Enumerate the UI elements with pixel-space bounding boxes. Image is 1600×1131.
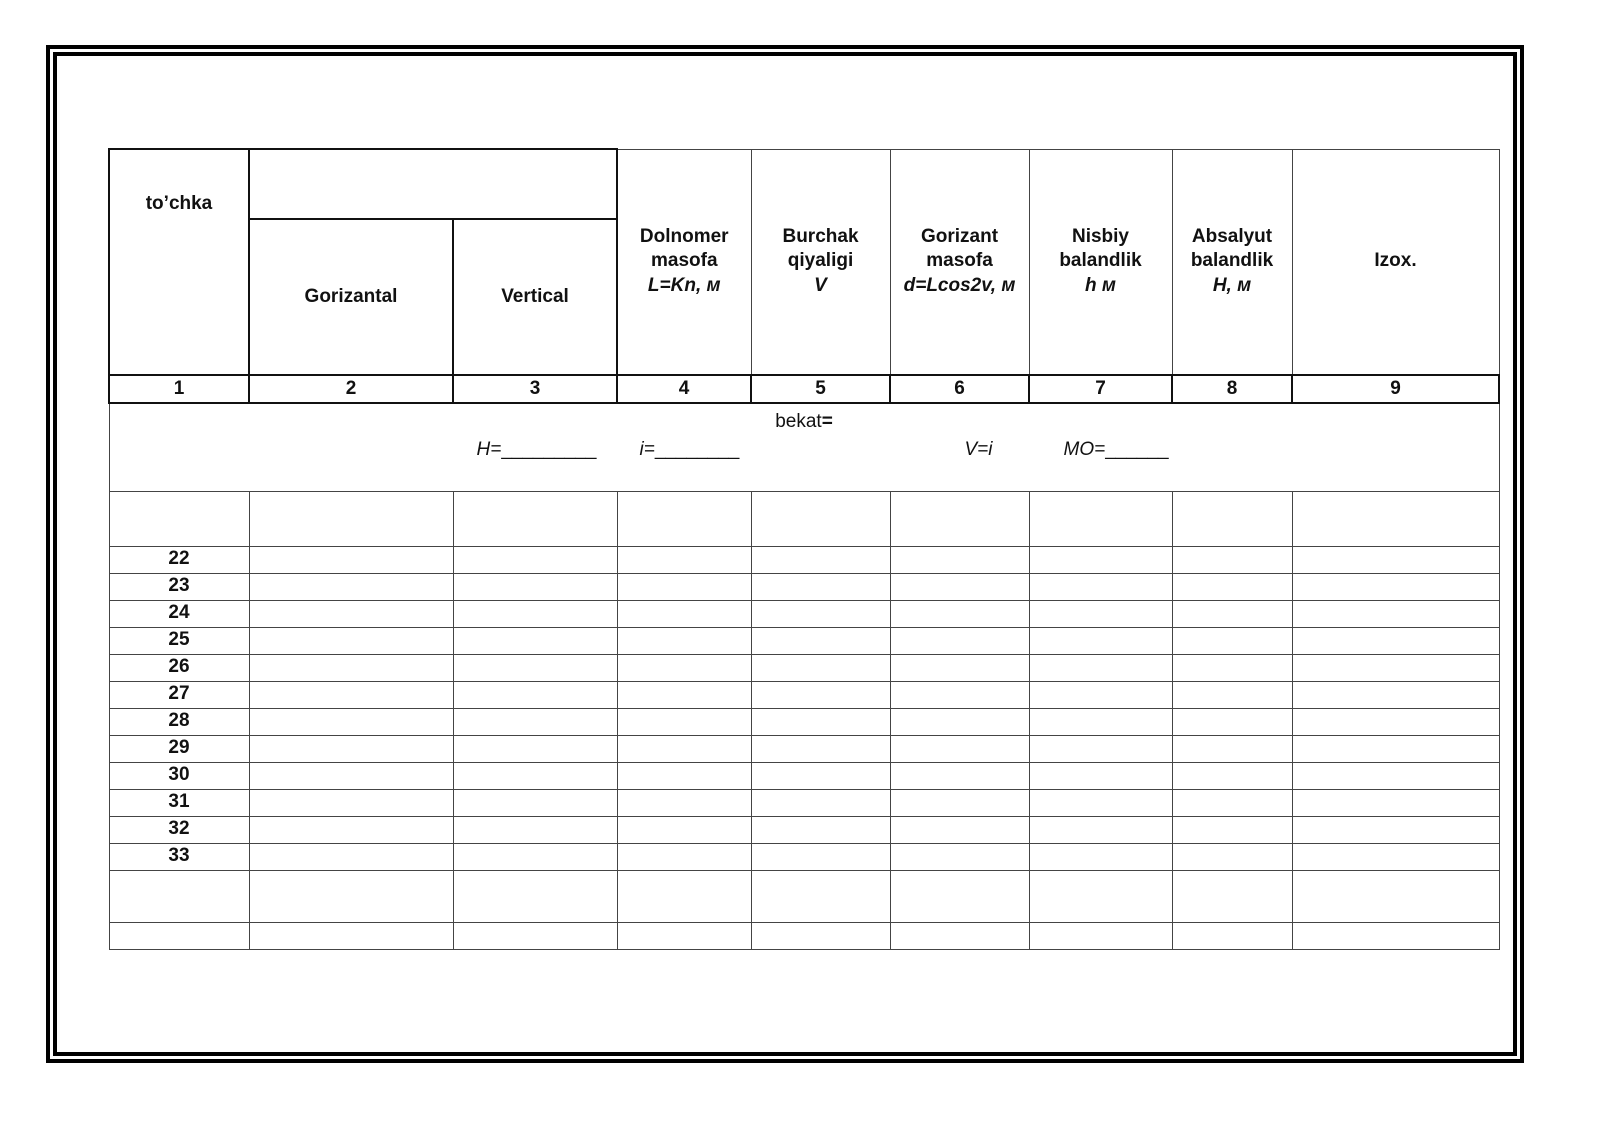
- station-v-label: V=i: [964, 439, 993, 460]
- table-cell: [453, 681, 617, 708]
- table-row: [109, 573, 1499, 600]
- header-rangefinder: [617, 149, 751, 375]
- table-cell: [1029, 922, 1172, 949]
- column-number: 4: [617, 375, 751, 403]
- station-bekat-label: bekat: [775, 411, 822, 432]
- header-angle-line2: qiyaligi: [787, 250, 854, 272]
- station-bekat-equals: =: [821, 411, 833, 432]
- column-number: 5: [751, 375, 890, 403]
- table-cell: [751, 843, 890, 870]
- header-absolute-height-line2: balandlik: [1190, 250, 1274, 272]
- table-row: [109, 600, 1499, 627]
- table-cell: [1292, 600, 1499, 627]
- table-cell: [453, 789, 617, 816]
- table-cell: [617, 491, 751, 546]
- table-cell: [1292, 762, 1499, 789]
- table-cell: [890, 843, 1029, 870]
- point-number: 25: [109, 627, 249, 654]
- table-cell: [1029, 573, 1172, 600]
- table-cell: [249, 870, 453, 922]
- point-number: 26: [109, 654, 249, 681]
- table-cell: [249, 491, 453, 546]
- table-cell: [1292, 789, 1499, 816]
- table-row: [109, 546, 1499, 573]
- table-cell: [453, 546, 617, 573]
- table-cell: [617, 600, 751, 627]
- table-cell: [249, 654, 453, 681]
- point-number: 30: [109, 762, 249, 789]
- table-cell: [453, 708, 617, 735]
- station-bekat: [110, 410, 1499, 435]
- table-row: [109, 735, 1499, 762]
- table-cell: [890, 735, 1029, 762]
- table-cell: [751, 681, 890, 708]
- header-angle: [751, 149, 890, 375]
- table-cell: [890, 654, 1029, 681]
- table-cell: [249, 627, 453, 654]
- table-cell: [1029, 600, 1172, 627]
- table-cell: [617, 789, 751, 816]
- column-number: 9: [1292, 375, 1499, 403]
- table-cell: [453, 600, 617, 627]
- table-cell: [1029, 816, 1172, 843]
- table-cell: [249, 735, 453, 762]
- column-number: 6: [890, 375, 1029, 403]
- table-cell: [249, 600, 453, 627]
- table-cell: [249, 546, 453, 573]
- station-mo: [1064, 438, 1169, 463]
- table-cell: [249, 843, 453, 870]
- point-number: 32: [109, 816, 249, 843]
- table-cell: [1172, 627, 1292, 654]
- header-notes-label: Izox.: [1374, 250, 1417, 272]
- table-cell: [617, 870, 751, 922]
- header-readings-group: [249, 149, 617, 219]
- data-rows: [109, 546, 1499, 870]
- table-cell: [1292, 654, 1499, 681]
- table-cell: [617, 573, 751, 600]
- station-mo-label: MO=: [1063, 439, 1106, 460]
- table-row: [109, 789, 1499, 816]
- table-cell: [890, 922, 1029, 949]
- table-cell: [1292, 816, 1499, 843]
- table-cell: [109, 870, 249, 922]
- table-cell: [1172, 922, 1292, 949]
- table-cell: [751, 870, 890, 922]
- station-row: [109, 403, 1499, 491]
- table-cell: [453, 627, 617, 654]
- header-horizontal-label: Gorizantal: [304, 285, 398, 307]
- table-cell: [249, 816, 453, 843]
- table-cell: [249, 708, 453, 735]
- header-row: [109, 149, 1499, 219]
- header-rangefinder-formula: L=Kn, м: [647, 275, 721, 297]
- table-cell: [249, 681, 453, 708]
- station-i-label: i=: [639, 439, 655, 460]
- table-cell: [453, 843, 617, 870]
- header-horiz-distance-line1: Gorizant: [920, 225, 999, 247]
- header-vertical: [453, 219, 617, 375]
- header-relative-height: [1029, 149, 1172, 375]
- table-cell: [1292, 708, 1499, 735]
- header-relative-height-formula: h м: [1085, 275, 1116, 297]
- header-relative-height-line1: Nisbiy: [1071, 225, 1130, 247]
- table-cell: [1172, 843, 1292, 870]
- header-vertical-label: Vertical: [501, 285, 569, 307]
- point-number: 28: [109, 708, 249, 735]
- table-row: [109, 627, 1499, 654]
- table-cell: [1292, 491, 1499, 546]
- column-number: 1: [109, 375, 249, 403]
- header-relative-height-line2: balandlik: [1059, 250, 1142, 272]
- point-number: 27: [109, 681, 249, 708]
- table-cell: [617, 546, 751, 573]
- header-horizontal: [249, 219, 453, 375]
- table-cell: [890, 789, 1029, 816]
- station-mo-blank: ______: [1105, 439, 1169, 460]
- station-instrument-height: [477, 438, 597, 463]
- table-cell: [890, 546, 1029, 573]
- table-row: [109, 816, 1499, 843]
- column-number-row: [109, 375, 1499, 403]
- station-h-label: H=: [476, 439, 502, 460]
- table-cell: [751, 816, 890, 843]
- table-row: [109, 681, 1499, 708]
- table-cell: [453, 491, 617, 546]
- table-cell: [249, 922, 453, 949]
- table-cell: [617, 627, 751, 654]
- table-cell: [1029, 627, 1172, 654]
- table-cell: [751, 654, 890, 681]
- table-cell: [890, 816, 1029, 843]
- table-cell: [617, 816, 751, 843]
- table-cell: [453, 870, 617, 922]
- table-cell: [751, 762, 890, 789]
- header-rangefinder-line1: Dolnomer: [639, 225, 729, 247]
- table-cell: [1292, 681, 1499, 708]
- station-i: [640, 438, 740, 463]
- table-row: [109, 654, 1499, 681]
- header-horiz-distance: [890, 149, 1029, 375]
- table-cell: [1029, 843, 1172, 870]
- table-cell: [1172, 546, 1292, 573]
- table-cell: [1029, 735, 1172, 762]
- table-cell: [890, 870, 1029, 922]
- header-angle-formula: V: [814, 275, 827, 297]
- table-cell: [1292, 922, 1499, 949]
- table-cell: [1029, 870, 1172, 922]
- table-cell: [1292, 573, 1499, 600]
- table-cell: [890, 600, 1029, 627]
- table-row: [109, 843, 1499, 870]
- table-row: [109, 491, 1499, 546]
- table-cell: [1292, 870, 1499, 922]
- table-cell: [1172, 654, 1292, 681]
- table-cell: [751, 491, 890, 546]
- table-cell: [617, 843, 751, 870]
- table-cell: [890, 627, 1029, 654]
- station-info: [109, 403, 1499, 491]
- header-angle-line1: Burchak: [782, 225, 859, 247]
- table-cell: [1029, 708, 1172, 735]
- table-cell: [1172, 491, 1292, 546]
- point-number: 22: [109, 546, 249, 573]
- table-cell: [617, 922, 751, 949]
- table-cell: [751, 627, 890, 654]
- table-cell: [751, 708, 890, 735]
- table-cell: [1029, 681, 1172, 708]
- table-row: [109, 708, 1499, 735]
- header-absolute-height-line1: Absalyut: [1191, 225, 1273, 247]
- header-horiz-distance-line2: masofa: [926, 250, 993, 272]
- header-rangefinder-line2: masofa: [650, 250, 718, 272]
- table-cell: [1292, 546, 1499, 573]
- table-cell: [1172, 681, 1292, 708]
- tacheometric-survey-table: [108, 148, 1500, 950]
- table-cell: [890, 491, 1029, 546]
- table-cell: [751, 735, 890, 762]
- table-cell: [1029, 762, 1172, 789]
- table-row: [109, 922, 1499, 949]
- table-cell: [249, 573, 453, 600]
- table-cell: [1172, 870, 1292, 922]
- table-cell: [890, 681, 1029, 708]
- point-number: 29: [109, 735, 249, 762]
- table-cell: [751, 573, 890, 600]
- table-cell: [751, 789, 890, 816]
- station-i-blank: ________: [654, 439, 740, 460]
- table-cell: [453, 922, 617, 949]
- table-cell: [1292, 843, 1499, 870]
- column-number: 2: [249, 375, 453, 403]
- column-number: 3: [453, 375, 617, 403]
- table-cell: [1292, 735, 1499, 762]
- table-cell: [617, 762, 751, 789]
- header-point-label: to’chka: [145, 193, 213, 214]
- table-cell: [109, 491, 249, 546]
- table-cell: [249, 762, 453, 789]
- table-cell: [1029, 654, 1172, 681]
- table-cell: [1292, 627, 1499, 654]
- table-row: [109, 762, 1499, 789]
- table-cell: [453, 816, 617, 843]
- table-cell: [617, 681, 751, 708]
- column-number: 7: [1029, 375, 1172, 403]
- table-cell: [1172, 708, 1292, 735]
- table-cell: [1172, 573, 1292, 600]
- table-cell: [109, 922, 249, 949]
- table-cell: [453, 654, 617, 681]
- table-cell: [1172, 735, 1292, 762]
- header-absolute-height: [1172, 149, 1292, 375]
- table-cell: [453, 762, 617, 789]
- table-cell: [1172, 789, 1292, 816]
- header-absolute-height-formula: H, м: [1212, 275, 1252, 297]
- table-cell: [1029, 546, 1172, 573]
- point-number: 23: [109, 573, 249, 600]
- point-number: 24: [109, 600, 249, 627]
- table-row: [109, 870, 1499, 922]
- table-cell: [453, 735, 617, 762]
- point-number: 31: [109, 789, 249, 816]
- table-cell: [453, 573, 617, 600]
- header-horiz-distance-formula: d=Lcos2v, м: [903, 275, 1016, 297]
- table-cell: [890, 573, 1029, 600]
- header-notes: [1292, 149, 1499, 375]
- table-cell: [617, 735, 751, 762]
- header-point: [109, 149, 249, 375]
- table-cell: [751, 546, 890, 573]
- station-h-blank: _________: [501, 439, 597, 460]
- table-cell: [249, 789, 453, 816]
- table-cell: [1029, 789, 1172, 816]
- table-cell: [890, 762, 1029, 789]
- station-v: [965, 438, 993, 463]
- table-cell: [617, 654, 751, 681]
- table-cell: [890, 708, 1029, 735]
- column-number: 8: [1172, 375, 1292, 403]
- table-cell: [1172, 600, 1292, 627]
- table-cell: [617, 708, 751, 735]
- table-cell: [751, 600, 890, 627]
- table-cell: [751, 922, 890, 949]
- table-cell: [1172, 762, 1292, 789]
- table-cell: [1029, 491, 1172, 546]
- table-cell: [1172, 816, 1292, 843]
- point-number: 33: [109, 843, 249, 870]
